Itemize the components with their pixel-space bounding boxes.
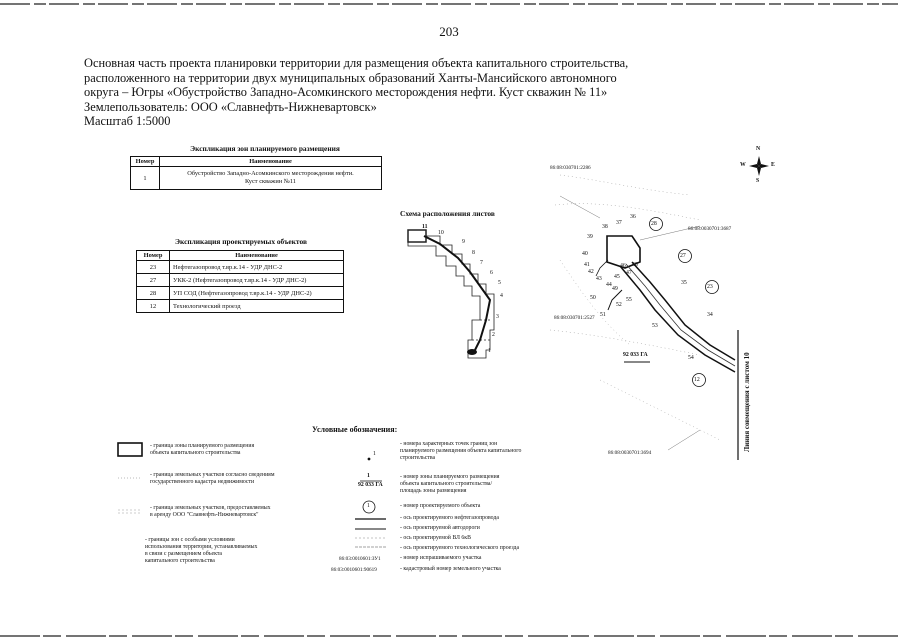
point-number: 40 (582, 251, 588, 257)
sheet-number: 3 (496, 314, 499, 320)
zones-table-title: Экспликация зон планируемого размещения (190, 144, 340, 153)
point-number: 53 (652, 323, 658, 329)
sheet-number: 9 (462, 239, 465, 245)
sheet-number: 6 (490, 270, 493, 276)
sheets-scheme-title: Схема расположения листов (400, 209, 495, 218)
legend-item: - номер испрашиваемого участка (400, 555, 482, 561)
header-line-3: округа – Югры «Обустройство Западно-Асомкинского месторождения нефти. Куст скважин № 11» (84, 85, 608, 100)
sheet-number: 2 (492, 332, 495, 338)
point-number: 38 (602, 224, 608, 230)
header-line-2: расположенного на территории двух муниципальных образований Ханты-Мансийского автономного (84, 70, 617, 85)
combine-line-label: Линия совмещения с листом 10 (743, 352, 751, 452)
legend-item: - границы зон с особыми условиями использования территории, устанавливаемых в связи с размещением объекта капитального строительства (145, 537, 258, 564)
compass-w: W (740, 162, 746, 168)
table-row: 27 УКК-2 (Нефтегазопровод т.вр.к.14 - УДР ДНС-2) (137, 274, 344, 287)
sheet-number: 5 (498, 280, 501, 286)
point-number: 45 (614, 274, 620, 280)
sheet-number: 8 (472, 250, 475, 256)
legend-item: - ось проектируемого технологического проезда (400, 545, 520, 551)
table-row: 12 Технологический проезд (137, 300, 344, 313)
object-marker-23: 23 (707, 284, 713, 290)
point-number: 44 (606, 282, 612, 288)
legend-title: Условные обозначения: (312, 425, 398, 434)
compass-s: S (756, 178, 760, 184)
legend-sample-zone-area: 92 033 ГА (358, 482, 383, 488)
objects-table-title: Экспликация проектируемых объектов (175, 237, 307, 246)
sheet-number: 7 (480, 260, 483, 266)
sheet-number: 1 (488, 348, 491, 354)
compass-e: E (771, 162, 775, 168)
legend-item: - номера характерных точек границ зон планируемого размещения объекта капитального строительства (400, 441, 522, 461)
object-marker-12: 12 (694, 377, 700, 383)
objects-col-name: Наименование (170, 251, 344, 261)
header-line-1: Основная часть проекта планировки территории для размещения объекта капитального строительства, (84, 56, 629, 70)
legend-sample-point: 1 (373, 451, 376, 457)
header-line-4: Землепользователь: ООО «Славнефть-Нижневартовск» (84, 99, 377, 114)
object-marker-28: 28 (651, 221, 657, 227)
legend-sample-cad1: 86:03:0010601:ЗУ1 (339, 556, 381, 562)
table-row: 28 УП СОД (Нефтегазопровод т.вр.к.14 - УДР ДНС-2) (137, 287, 344, 300)
point-number: 55 (626, 297, 632, 303)
header-line-5: Масштаб 1:5000 (84, 114, 171, 129)
point-number: 46 (620, 263, 626, 269)
legend-sample-cad2: 86:03:0010601:90619 (331, 567, 377, 573)
zone-area-label: 92 033 ГА (623, 352, 648, 358)
zones-col-name: Наименование (160, 157, 382, 167)
cadastral-number: 86:08:030701:2286 (550, 165, 591, 171)
point-number: 47 (626, 270, 632, 276)
legend-item: - ось проектируемого нефтегазопровода (400, 515, 499, 521)
point-number: 52 (616, 302, 622, 308)
point-number: 51 (600, 312, 606, 318)
legend-sample-zone-num: 1 (367, 473, 370, 479)
legend-item: - ось проектируемой ВЛ 6кВ (400, 535, 471, 541)
point-number: 41 (584, 262, 590, 268)
zones-row-name: Обустройство Западно-Асомкинского месторождения нефти. Куст скважин №11 (160, 167, 382, 190)
legend-item: - номер проектируемого объекта (400, 503, 481, 509)
point-number: 49 (612, 286, 618, 292)
legend-item: - кадастровый номер земельного участка (400, 566, 501, 572)
cadastral-number: 86:08:0030701:3694 (608, 450, 652, 456)
legend-item: - ось проектируемой автодороги (400, 525, 480, 531)
point-number: 48 (632, 262, 638, 268)
point-number: 54 (688, 355, 694, 361)
compass-n: N (756, 146, 761, 152)
point-number: 42 (588, 269, 594, 275)
sheet-number: 10 (438, 230, 444, 236)
object-marker-27: 27 (680, 253, 686, 259)
zones-col-number: Номер (131, 157, 160, 167)
cadastral-number: 86:08:030701:2527 (554, 315, 595, 321)
point-number: 36 (630, 214, 636, 220)
legend-item: - номер зоны планируемого размещения объекта капитального строительства/ площадь зоны размещения (400, 474, 500, 494)
point-number: 37 (616, 220, 622, 226)
sheet-number: 11 (422, 224, 428, 230)
point-number: 43 (596, 276, 602, 282)
point-number: 35 (681, 280, 687, 286)
objects-col-number: Номер (137, 251, 170, 261)
legend-item: - граница земельных участков согласно сведениям государственного кадастра недвижимости (150, 472, 275, 485)
cadastral-number: 86:08:0030701:3687 (688, 226, 732, 232)
legend-item: - граница зоны планируемого размещения объекта капитального строительства (150, 443, 255, 456)
zones-row-number: 1 (131, 167, 160, 190)
point-number: 39 (587, 234, 593, 240)
point-number: 50 (590, 295, 596, 301)
point-number: 34 (707, 312, 713, 318)
legend-sample-object: 1 (367, 503, 370, 509)
page-number: 203 (439, 24, 459, 39)
sheet-number: 4 (500, 293, 503, 299)
table-row: 23 Нефтегазопровод т.вр.к.14 - УДР ДНС-2 (137, 261, 344, 274)
legend-item: - граница земельных участков, предоставляемых в аренду ООО "Славнефть-Нижневартовск" (150, 505, 271, 518)
